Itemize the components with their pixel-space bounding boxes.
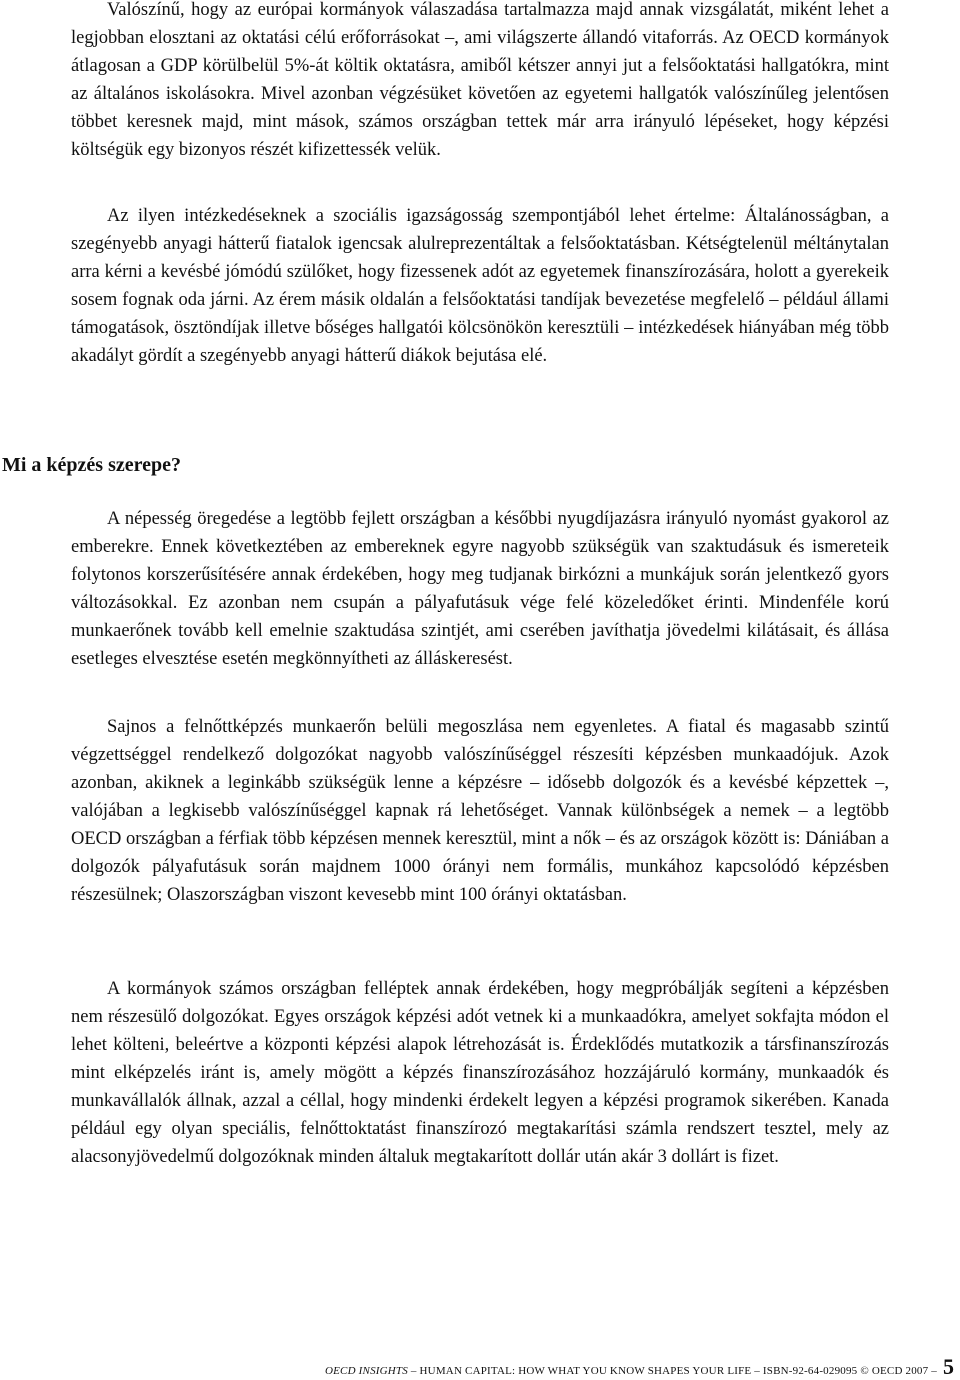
- paragraph-3: A népesség öregedése a legtöbb fejlett országban a későbbi nyugdíjazásra irányuló nyomást gyakorol az emberekre. Ennek következtében az embereknek egyre nagyobb szükségük van szaktudásuk és ismereteik folytonos korszerűsítésére annak érdekében, hogy meg tudjanak birkózni a munkájuk során jelentkező gyors változásokkal. Ez azonban nem csupán a pályafutásuk vége felé közeledőket érinti. Mindenféle korú munkaerőnek tovább kell emelnie szaktudása szintjét, ami cserében javíthatja jövedelmi kilátásait, és állása esetleges elvesztése esetén megkönnyítheti az álláskeresést.: [71, 509, 889, 669]
- section-heading: Mi a képzés szerepe?: [2, 454, 182, 476]
- paragraph-4: Sajnos a felnőttképzés munkaerőn belüli megoszlása nem egyenletes. A fiatal és magasabb szintű végzettséggel rendelkező dolgozókat nagyobb valószínűséggel részesíti képzésben munkaadójuk. Azok azonban, akiknek a leginkább szükségük lenne a képzésre – idősebb dolgozók és a kevésbé képzettek –, valójában a legkisebb valószínűséggel kapnak rá lehetőséget. Vannak különbségek a nemek – a legtöbb OECD országban a férfiak több képzésen mennek keresztül, mint a nők – és az országok között is: Dániában a dolgozók pályafutásuk során majdnem 1000 órányi nem formális, munkához kapcsolódó képzésben részesülnek; Olaszországban viszont kevesebb mint 100 órányi oktatásban.: [71, 717, 889, 905]
- paragraph-5: A kormányok számos országban felléptek annak érdekében, hogy megpróbálják segíteni a képzésben nem részesülő dolgozókat. Egyes országok képzési adót vetnek ki a munkaadókra, amelyet sokfajta módon el lehet költeni, beleértve a központi képzési alapok létrehozását is. Érdeklődés mutatkozik a társfinanszírozás mint elképzelés iránt is, amely mögött a képzés finanszírozásához hozzájáruló kormány, munkaadók és munkavállalók állnak, azzal a céllal, hogy mindenki érdekelt legyen a képzési programok sikerében. Kanada például egy olyan speciális, felnőttoktatást finanszírozó megtakarítási számla rendszert tesztel, mely az alacsonyjövedelmű dolgozóknak minden általuk megtakarított dollár után akár 3 dollárt is fizet.: [71, 979, 889, 1167]
- footer-title: – HUMAN CAPITAL: HOW WHAT YOU KNOW SHAPES YOUR LIFE – ISBN-92-64-029095 © OECD 2007 –: [407, 1365, 937, 1377]
- paragraph-1: Valószínű, hogy az európai kormányok válaszadása tartalmazza majd annak vizsgálatát, miként lehet a legjobban elosztani az oktatási célú erőforrásokat –, ami világszerte állandó vitaforrás. Az OECD kormányok átlagosan a GDP körülbelül 5%-át költik oktatásra, amiből kétszer annyi jut a felsőoktatási hallgatókra, mint az általános iskolásokra. Mivel azonban végzésüket követően az egyetemi hallgatók valószínűleg jelentősen többet keresnek majd, mint mások, számos országban tettek már arra irányuló lépéseket, hogy képzési költségük egy bizonyos részét kifizettessék velük.: [71, 0, 889, 160]
- footer-series: OECD INSIGHTS: [324, 1365, 408, 1377]
- paragraph-2: Az ilyen intézkedéseknek a szociális igazságosság szempontjából lehet értelme: Általánosságban, a szegényebb anyagi hátterű fiatalok igencsak alulreprezentáltak a felsőoktatásban. Kétségtelenül méltánytalan arra kérni a kevésbé jómódú szülőket, hogy fizessenek adót az egyetemek finanszírozására, holott a gyerekeik sosem fognak oda járni. Az érem másik oldalán a felsőoktatási tandíjak bevezetése megfelelő – például állami támogatások, ösztöndíjak illetve bőséges hallgatói kölcsönökön keresztüli – intézkedések hiányában még több akadályt gördít a szegényebb anyagi hátterű diákok bejutása elé.: [71, 206, 889, 366]
- page-footer: [325, 1354, 954, 1380]
- footer-text: [325, 1365, 937, 1377]
- page-number: 5: [943, 1354, 954, 1379]
